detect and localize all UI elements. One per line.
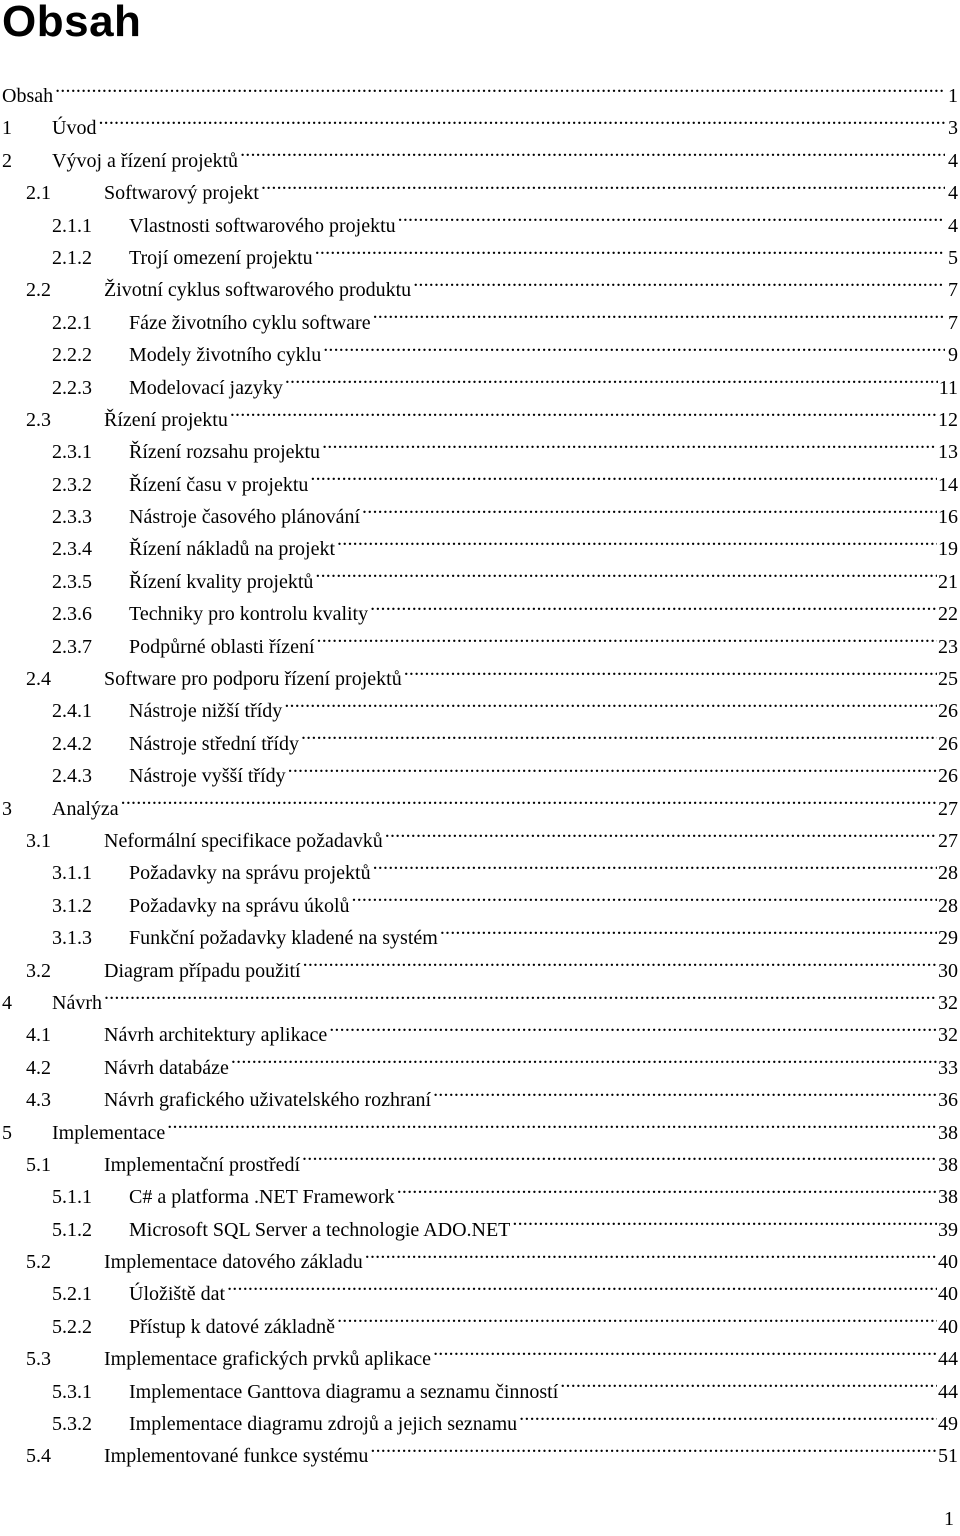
toc-entry-number: 2.3.6 — [52, 603, 92, 626]
toc-entry[interactable] — [0, 1408, 958, 1440]
toc-entry-title: Požadavky na správu projektů — [129, 857, 373, 889]
toc-entry-page: 26 — [938, 732, 958, 755]
toc-entry[interactable] — [0, 533, 958, 565]
toc-entry-title: Neformální specifikace požadavků — [104, 825, 385, 857]
toc-entry-title: Řízení kvality projektů — [129, 566, 315, 598]
dot-leader — [440, 924, 937, 944]
toc-entry-title: Řízení nákladů na projekt — [129, 533, 337, 565]
dot-leader — [385, 827, 937, 847]
toc-entry-page: 16 — [938, 506, 958, 529]
toc-entry[interactable] — [0, 987, 958, 1019]
toc-entry[interactable] — [0, 177, 958, 209]
dot-leader — [329, 1021, 937, 1041]
dot-leader — [373, 309, 945, 329]
toc-entry[interactable] — [0, 372, 958, 404]
toc-entry-number: 2.2.1 — [52, 311, 92, 334]
toc-entry[interactable] — [0, 1149, 958, 1181]
dot-leader — [413, 276, 945, 296]
dot-leader — [303, 957, 937, 977]
dot-leader — [398, 212, 945, 232]
toc-entry-page: 4 — [948, 149, 958, 172]
toc-entry-number: 2.3.2 — [52, 473, 92, 496]
dot-leader — [98, 114, 945, 134]
toc-entry[interactable] — [0, 695, 958, 727]
toc-entry-page: 22 — [938, 603, 958, 626]
toc-entry-title: Řízení času v projektu — [129, 469, 310, 501]
dot-leader — [519, 1410, 937, 1430]
toc-entry-title: Řízení projektu — [104, 404, 230, 436]
toc-entry[interactable] — [0, 436, 958, 468]
toc-entry-page: 7 — [948, 279, 958, 302]
toc-entry-number: 4.1 — [26, 1024, 51, 1047]
toc-entry-title: Nástroje časového plánování — [129, 501, 362, 533]
toc-entry-page: 4 — [948, 182, 958, 205]
toc-entry[interactable] — [0, 404, 958, 436]
dot-leader — [301, 730, 937, 750]
toc-entry-page: 40 — [938, 1283, 958, 1306]
toc-entry[interactable] — [0, 728, 958, 760]
toc-entry[interactable] — [0, 793, 958, 825]
toc-entry-page: 28 — [938, 894, 958, 917]
toc-entry-number: 2.4.3 — [52, 765, 92, 788]
toc-entry-number: 3.1.1 — [52, 862, 92, 885]
toc-entry-title: Implementace datového základu — [104, 1246, 365, 1278]
toc-entry-page: 7 — [948, 311, 958, 334]
toc-entry-title: Návrh grafického uživatelského rozhraní — [104, 1084, 433, 1116]
toc-entry[interactable] — [0, 307, 958, 339]
toc-entry-number: 2.4.2 — [52, 732, 92, 755]
toc-entry[interactable] — [0, 825, 958, 857]
toc-entry-number: 1 — [2, 117, 12, 140]
dot-leader — [317, 633, 937, 653]
toc-entry-number: 5.3.1 — [52, 1380, 92, 1403]
toc-entry-title: Diagram případu použití — [104, 955, 303, 987]
toc-entry-page: 12 — [938, 408, 958, 431]
toc-entry-title: Modelovací jazyky — [129, 372, 285, 404]
toc-entry-page: 3 — [948, 117, 958, 140]
toc-entry[interactable] — [0, 1052, 958, 1084]
toc-entry-number: 5.1 — [26, 1153, 51, 1176]
toc-entry[interactable] — [0, 1440, 958, 1472]
toc-entry-number: 5 — [2, 1121, 12, 1144]
dot-leader — [104, 989, 937, 1009]
toc-entry-page: 21 — [938, 570, 958, 593]
toc-entry-page: 38 — [938, 1186, 958, 1209]
toc-entry[interactable] — [0, 922, 958, 954]
toc-entry[interactable] — [0, 242, 958, 274]
toc-entry-page: 36 — [938, 1089, 958, 1112]
toc-entry-title: Návrh architektury aplikace — [104, 1019, 329, 1051]
toc-entry-page: 40 — [938, 1251, 958, 1274]
toc-entry-number: 5.4 — [26, 1445, 51, 1468]
toc-entry-page: 29 — [938, 927, 958, 950]
dot-leader — [231, 1054, 937, 1074]
toc-entry-title: Trojí omezení projektu — [129, 242, 315, 274]
dot-leader — [337, 1313, 937, 1333]
toc-entry-page: 23 — [938, 635, 958, 658]
dot-leader — [323, 341, 945, 361]
toc-entry-title: Řízení rozsahu projektu — [129, 436, 322, 468]
toc-entry-number: 5.2 — [26, 1251, 51, 1274]
dot-leader — [433, 1345, 937, 1365]
toc-entry-title: Obsah — [2, 80, 55, 112]
toc-entry-number: 2.3.1 — [52, 441, 92, 464]
toc-entry-page: 32 — [938, 991, 958, 1014]
toc-entry-title: Podpůrné oblasti řízení — [129, 631, 317, 663]
toc-entry-number: 2.4 — [26, 668, 51, 691]
dot-leader — [285, 374, 938, 394]
toc-entry-number: 3 — [2, 797, 12, 820]
toc-entry-page: 9 — [948, 344, 958, 367]
toc-entry-title: Vlastnosti softwarového projektu — [129, 210, 398, 242]
toc-entry-title: Implementační prostředí — [104, 1149, 302, 1181]
toc-entry-number: 2.3.5 — [52, 570, 92, 593]
toc-entry-title: Funkční požadavky kladené na systém — [129, 922, 440, 954]
toc-entry-title: Implementace grafických prvků aplikace — [104, 1343, 433, 1375]
toc-entry-number: 2.1 — [26, 182, 51, 205]
toc-entry-page: 44 — [938, 1348, 958, 1371]
toc-entry[interactable] — [0, 1311, 958, 1343]
dot-leader — [302, 1151, 937, 1171]
dot-leader — [322, 438, 937, 458]
dot-leader — [373, 859, 937, 879]
dot-leader — [55, 82, 945, 102]
toc-entry[interactable] — [0, 210, 958, 242]
toc-entry-number: 5.3 — [26, 1348, 51, 1371]
dot-leader — [310, 471, 937, 491]
dot-leader — [370, 600, 937, 620]
toc-entry-page: 14 — [938, 473, 958, 496]
toc-entry[interactable] — [0, 1246, 958, 1278]
toc-entry-page: 38 — [938, 1121, 958, 1144]
toc-entry-title: Návrh — [52, 987, 104, 1019]
toc-entry-title: Fáze životního cyklu software — [129, 307, 373, 339]
toc-entry-number: 5.2.1 — [52, 1283, 92, 1306]
toc-entry[interactable] — [0, 1084, 958, 1116]
toc-entry[interactable] — [0, 469, 958, 501]
toc-entry-page: 25 — [938, 668, 958, 691]
toc-entry-title: Požadavky na správu úkolů — [129, 890, 352, 922]
toc-entry-number: 2.4.1 — [52, 700, 92, 723]
toc-entry-title: Návrh databáze — [104, 1052, 231, 1084]
toc-entry-page: 26 — [938, 700, 958, 723]
toc-entry[interactable] — [0, 112, 958, 144]
dot-leader — [315, 568, 937, 588]
dot-leader — [362, 503, 937, 523]
dot-leader — [167, 1119, 937, 1139]
table-of-contents — [0, 80, 958, 1473]
toc-entry-page: 13 — [938, 441, 958, 464]
toc-entry-title: Softwarový projekt — [104, 177, 261, 209]
toc-entry-number: 4.2 — [26, 1056, 51, 1079]
toc-entry-number: 5.1.1 — [52, 1186, 92, 1209]
toc-entry[interactable] — [0, 857, 958, 889]
toc-entry-title: Implementace Ganttova diagramu a seznamu činností — [129, 1376, 560, 1408]
toc-entry-number: 2.3.7 — [52, 635, 92, 658]
toc-entry-page: 32 — [938, 1024, 958, 1047]
dot-leader — [288, 762, 937, 782]
toc-entry-number: 2 — [2, 149, 12, 172]
toc-entry-number: 2.3.3 — [52, 506, 92, 529]
toc-entry-number: 4 — [2, 991, 12, 1014]
toc-entry-page: 19 — [938, 538, 958, 561]
dot-leader — [315, 244, 945, 264]
toc-entry[interactable] — [0, 145, 958, 177]
toc-entry-title: Životní cyklus softwarového produktu — [104, 274, 413, 306]
toc-entry-page: 1 — [948, 85, 958, 107]
toc-entry-number: 3.1.2 — [52, 894, 92, 917]
dot-leader — [397, 1183, 937, 1203]
toc-entry-page: 51 — [938, 1445, 958, 1468]
toc-entry-page: 33 — [938, 1056, 958, 1079]
toc-entry-page: 11 — [938, 376, 958, 399]
dot-leader — [121, 795, 937, 815]
toc-entry-title: Software pro podporu řízení projektů — [104, 663, 404, 695]
dot-leader — [404, 665, 937, 685]
toc-entry-number: 5.2.2 — [52, 1315, 92, 1338]
toc-entry-page: 40 — [938, 1315, 958, 1338]
toc-entry-number: 2.1.2 — [52, 246, 92, 269]
toc-entry-title: Implementace diagramu zdrojů a jejich seznamu — [129, 1408, 519, 1440]
toc-entry[interactable] — [0, 1117, 958, 1149]
toc-entry-number: 5.1.2 — [52, 1218, 92, 1241]
toc-entry[interactable] — [0, 760, 958, 792]
toc-entry-title: Analýza — [52, 793, 121, 825]
toc-entry-number: 2.3.4 — [52, 538, 92, 561]
toc-entry-title: Úvod — [52, 112, 98, 144]
toc-entry[interactable] — [0, 663, 958, 695]
toc-entry-number: 2.2.2 — [52, 344, 92, 367]
toc-entry-title: C# a platforma .NET Framework — [129, 1181, 397, 1213]
toc-entry-title: Modely životního cyklu — [129, 339, 323, 371]
page-title: Obsah — [2, 0, 142, 46]
toc-entry-number: 2.3 — [26, 408, 51, 431]
page-number: 1 — [944, 1508, 954, 1530]
dot-leader — [227, 1280, 937, 1300]
toc-entry[interactable] — [0, 890, 958, 922]
toc-entry[interactable] — [0, 1019, 958, 1051]
toc-entry-number: 2.1.1 — [52, 214, 92, 237]
toc-entry-page: 49 — [938, 1413, 958, 1436]
toc-entry-number: 4.3 — [26, 1089, 51, 1112]
toc-entry-title: Úložiště dat — [129, 1278, 227, 1310]
toc-entry-page: 5 — [948, 246, 958, 269]
toc-entry-page: 38 — [938, 1153, 958, 1176]
toc-entry[interactable] — [0, 1181, 958, 1213]
toc-entry-title: Nástroje vyšší třídy — [129, 760, 288, 792]
dot-leader — [370, 1442, 937, 1462]
dot-leader — [230, 406, 937, 426]
toc-entry-page: 30 — [938, 959, 958, 982]
toc-entry[interactable] — [0, 501, 958, 533]
toc-entry-title: Techniky pro kontrolu kvality — [129, 598, 370, 630]
toc-entry-page: 39 — [938, 1218, 958, 1241]
toc-entry-title: Vývoj a řízení projektů — [52, 145, 240, 177]
toc-entry-number: 2.2 — [26, 279, 51, 302]
toc-entry-title: Nástroje nižší třídy — [129, 695, 284, 727]
dot-leader — [352, 892, 937, 912]
toc-entry-page: 4 — [948, 214, 958, 237]
dot-leader — [240, 147, 945, 167]
toc-entry-title: Implementované funkce systému — [104, 1440, 370, 1472]
toc-entry-number: 5.3.2 — [52, 1413, 92, 1436]
toc-entry[interactable] — [0, 955, 958, 987]
dot-leader — [433, 1086, 937, 1106]
toc-entry-title: Microsoft SQL Server a technologie ADO.NET — [129, 1214, 512, 1246]
dot-leader — [512, 1216, 937, 1236]
toc-entry[interactable] — [0, 1376, 958, 1408]
toc-entry[interactable] — [0, 631, 958, 663]
toc-entry-title: Nástroje střední třídy — [129, 728, 301, 760]
toc-entry[interactable] — [0, 598, 958, 630]
dot-leader — [284, 697, 937, 717]
toc-entry-page: 26 — [938, 765, 958, 788]
toc-entry[interactable] — [0, 339, 958, 371]
toc-entry-title: Přístup k datové základně — [129, 1311, 337, 1343]
dot-leader — [337, 535, 937, 555]
toc-entry[interactable] — [0, 1343, 958, 1375]
toc-entry-title: Implementace — [52, 1117, 167, 1149]
toc-entry-number: 3.2 — [26, 959, 51, 982]
toc-entry[interactable] — [0, 566, 958, 598]
toc-entry[interactable] — [0, 1214, 958, 1246]
toc-entry-page: 27 — [938, 797, 958, 820]
toc-entry-page: 28 — [938, 862, 958, 885]
toc-entry-number: 2.2.3 — [52, 376, 92, 399]
toc-entry-number: 3.1.3 — [52, 927, 92, 950]
toc-entry-page: 27 — [938, 829, 958, 852]
dot-leader — [560, 1378, 937, 1398]
dot-leader — [261, 179, 945, 199]
toc-entry-number: 3.1 — [26, 829, 51, 852]
toc-entry[interactable] — [0, 1278, 958, 1310]
toc-entry[interactable] — [0, 80, 958, 112]
toc-entry[interactable] — [0, 274, 958, 306]
toc-entry-page: 44 — [938, 1380, 958, 1403]
dot-leader — [365, 1248, 937, 1268]
